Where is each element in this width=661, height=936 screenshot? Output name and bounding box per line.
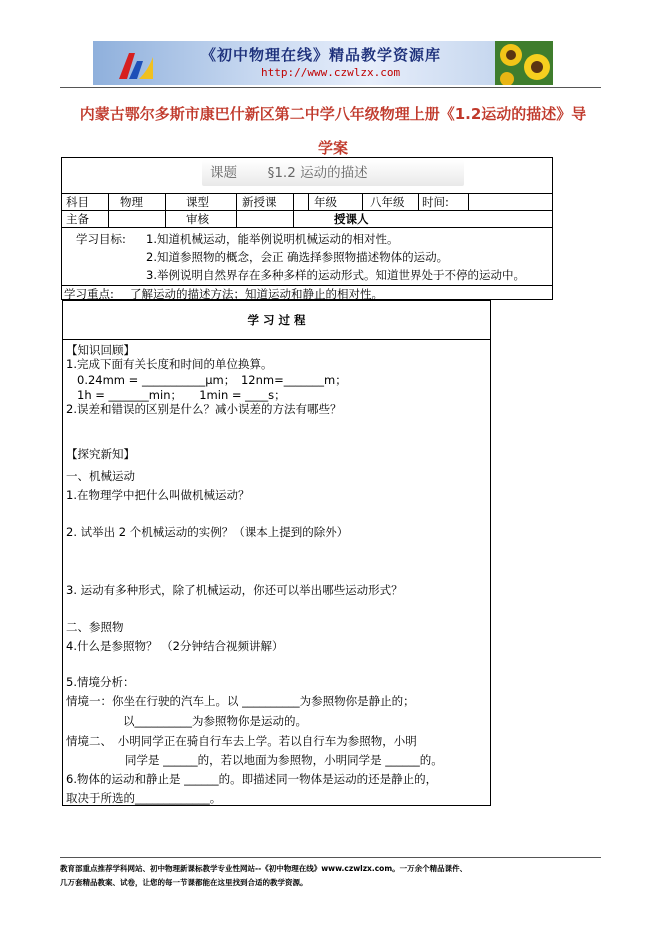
question-2: 2. 试举出 2 个机械运动的实例？（课本上提到的除外）	[66, 525, 349, 539]
review-question-1-b: 1h = _______min； 1min = ____s；	[77, 388, 286, 402]
document-title	[62, 97, 604, 165]
question-6-line-b: 取决于所选的_____________。	[66, 791, 222, 805]
scene-2-line-a: 情境二、 小明同学正在骑自行车去上学。若以自行车为参照物，小明	[66, 734, 417, 748]
explore-heading: 【探究新知】	[66, 447, 135, 461]
document-title-line-2: 学案	[317, 139, 348, 157]
goal-2: 2.知道参照物的概念，会正 确选择参照物描述物体的运动。	[146, 250, 449, 264]
header-rule	[60, 87, 601, 88]
col-divider	[308, 193, 309, 210]
question-4: 4.什么是参照物？ （2分钟结合视频讲解）	[66, 639, 284, 653]
type-label: 课型	[186, 195, 209, 209]
type-value: 新授课	[242, 195, 277, 209]
goals-label: 学习目标:	[76, 232, 126, 246]
teacher-label: 授课人	[334, 212, 369, 226]
section-reference-object: 二、参照物	[66, 620, 124, 634]
focus-label: 学习重点:	[64, 287, 114, 301]
site-logo-icon	[115, 49, 155, 83]
question-6-line-a: 6.物体的运动和静止是 ______的。即描述同一物体是运动的还是静止的，	[66, 772, 438, 786]
col-divider	[468, 193, 469, 210]
question-5: 5.情境分析：	[66, 675, 135, 689]
row-divider	[62, 227, 552, 228]
document-title-line-1: 内蒙古鄂尔多斯市康巴什新区第二中学八年级物理上册《1.2运动的描述》导	[79, 105, 587, 123]
subject-label: 科目	[66, 195, 89, 209]
process-header: 学 习 过 程	[63, 301, 490, 340]
col-divider	[236, 193, 237, 227]
col-divider	[362, 193, 363, 210]
row-divider	[62, 210, 552, 211]
footer-line-2: 几万套精品教案、试卷，让您的每一节课都能在这里找到合适的教学资源。	[60, 878, 308, 887]
time-label: 时间:	[422, 195, 449, 209]
col-divider	[108, 193, 109, 227]
question-1: 1.在物理学中把什么叫做机械运动？	[66, 488, 250, 502]
review-question-2: 2.误差和错误的区别是什么？减小误差的方法有哪些？	[66, 402, 342, 416]
site-banner	[93, 41, 553, 85]
footer-line-1: 教育部重点推荐学科网站、初中物理新课标教学专业性网站--《初中物理在线》www.czwlzx.com。一万余个精品课件、	[60, 864, 468, 873]
question-3: 3. 运动有多种形式，除了机械运动，你还可以举出哪些运动形式？	[66, 583, 403, 597]
goal-3: 3.举例说明自然界存在多种多样的运动形式。知道世界处于不停的运动中。	[146, 268, 525, 282]
banner-url[interactable]: http://www.czwlzx.com	[261, 66, 401, 79]
lesson-title-box	[202, 160, 464, 186]
scene-2-line-b: 同学是 ______的，若以地面为参照物，小明同学是 ______的。	[125, 753, 443, 767]
col-divider	[293, 193, 294, 210]
section-mechanical-motion: 一、机械运动	[66, 469, 135, 483]
grade-value: 八年级	[370, 195, 405, 209]
preparer-label: 主备	[66, 212, 89, 226]
reviewer-label: 审核	[186, 212, 209, 226]
subject-value: 物理	[120, 195, 143, 209]
review-question-1-a: 0.24mm = ___________μm； 12nm=_______m；	[77, 373, 347, 387]
col-divider	[165, 193, 166, 227]
col-divider	[418, 193, 419, 210]
banner-title: 《初中物理在线》精品教学资源库	[201, 46, 442, 64]
page-footer	[60, 862, 620, 890]
col-divider	[293, 210, 294, 227]
lesson-name: §1.2 运动的描述	[267, 165, 368, 181]
learning-process-box	[62, 300, 491, 806]
lesson-label: 课题	[210, 165, 237, 181]
scene-1-line-b: 以__________为参照物你是运动的。	[123, 714, 307, 728]
goal-1: 1.知道机械运动，能举例说明机械运动的相对性。	[146, 232, 399, 246]
footer-rule	[60, 857, 601, 858]
focus-value: 了解运动的描述方法；知道运动和静止的相对性。	[130, 287, 383, 301]
sunflower-icon	[495, 41, 553, 85]
lesson-info-table	[61, 157, 553, 300]
scene-1-line-a: 情境一：你坐在行驶的汽车上。以 __________为参照物你是静止的；	[66, 694, 415, 708]
grade-label: 年级	[314, 195, 337, 209]
review-heading: 【知识回顾】	[66, 343, 135, 357]
review-question-1: 1.完成下面有关长度和时间的单位换算。	[66, 357, 273, 371]
